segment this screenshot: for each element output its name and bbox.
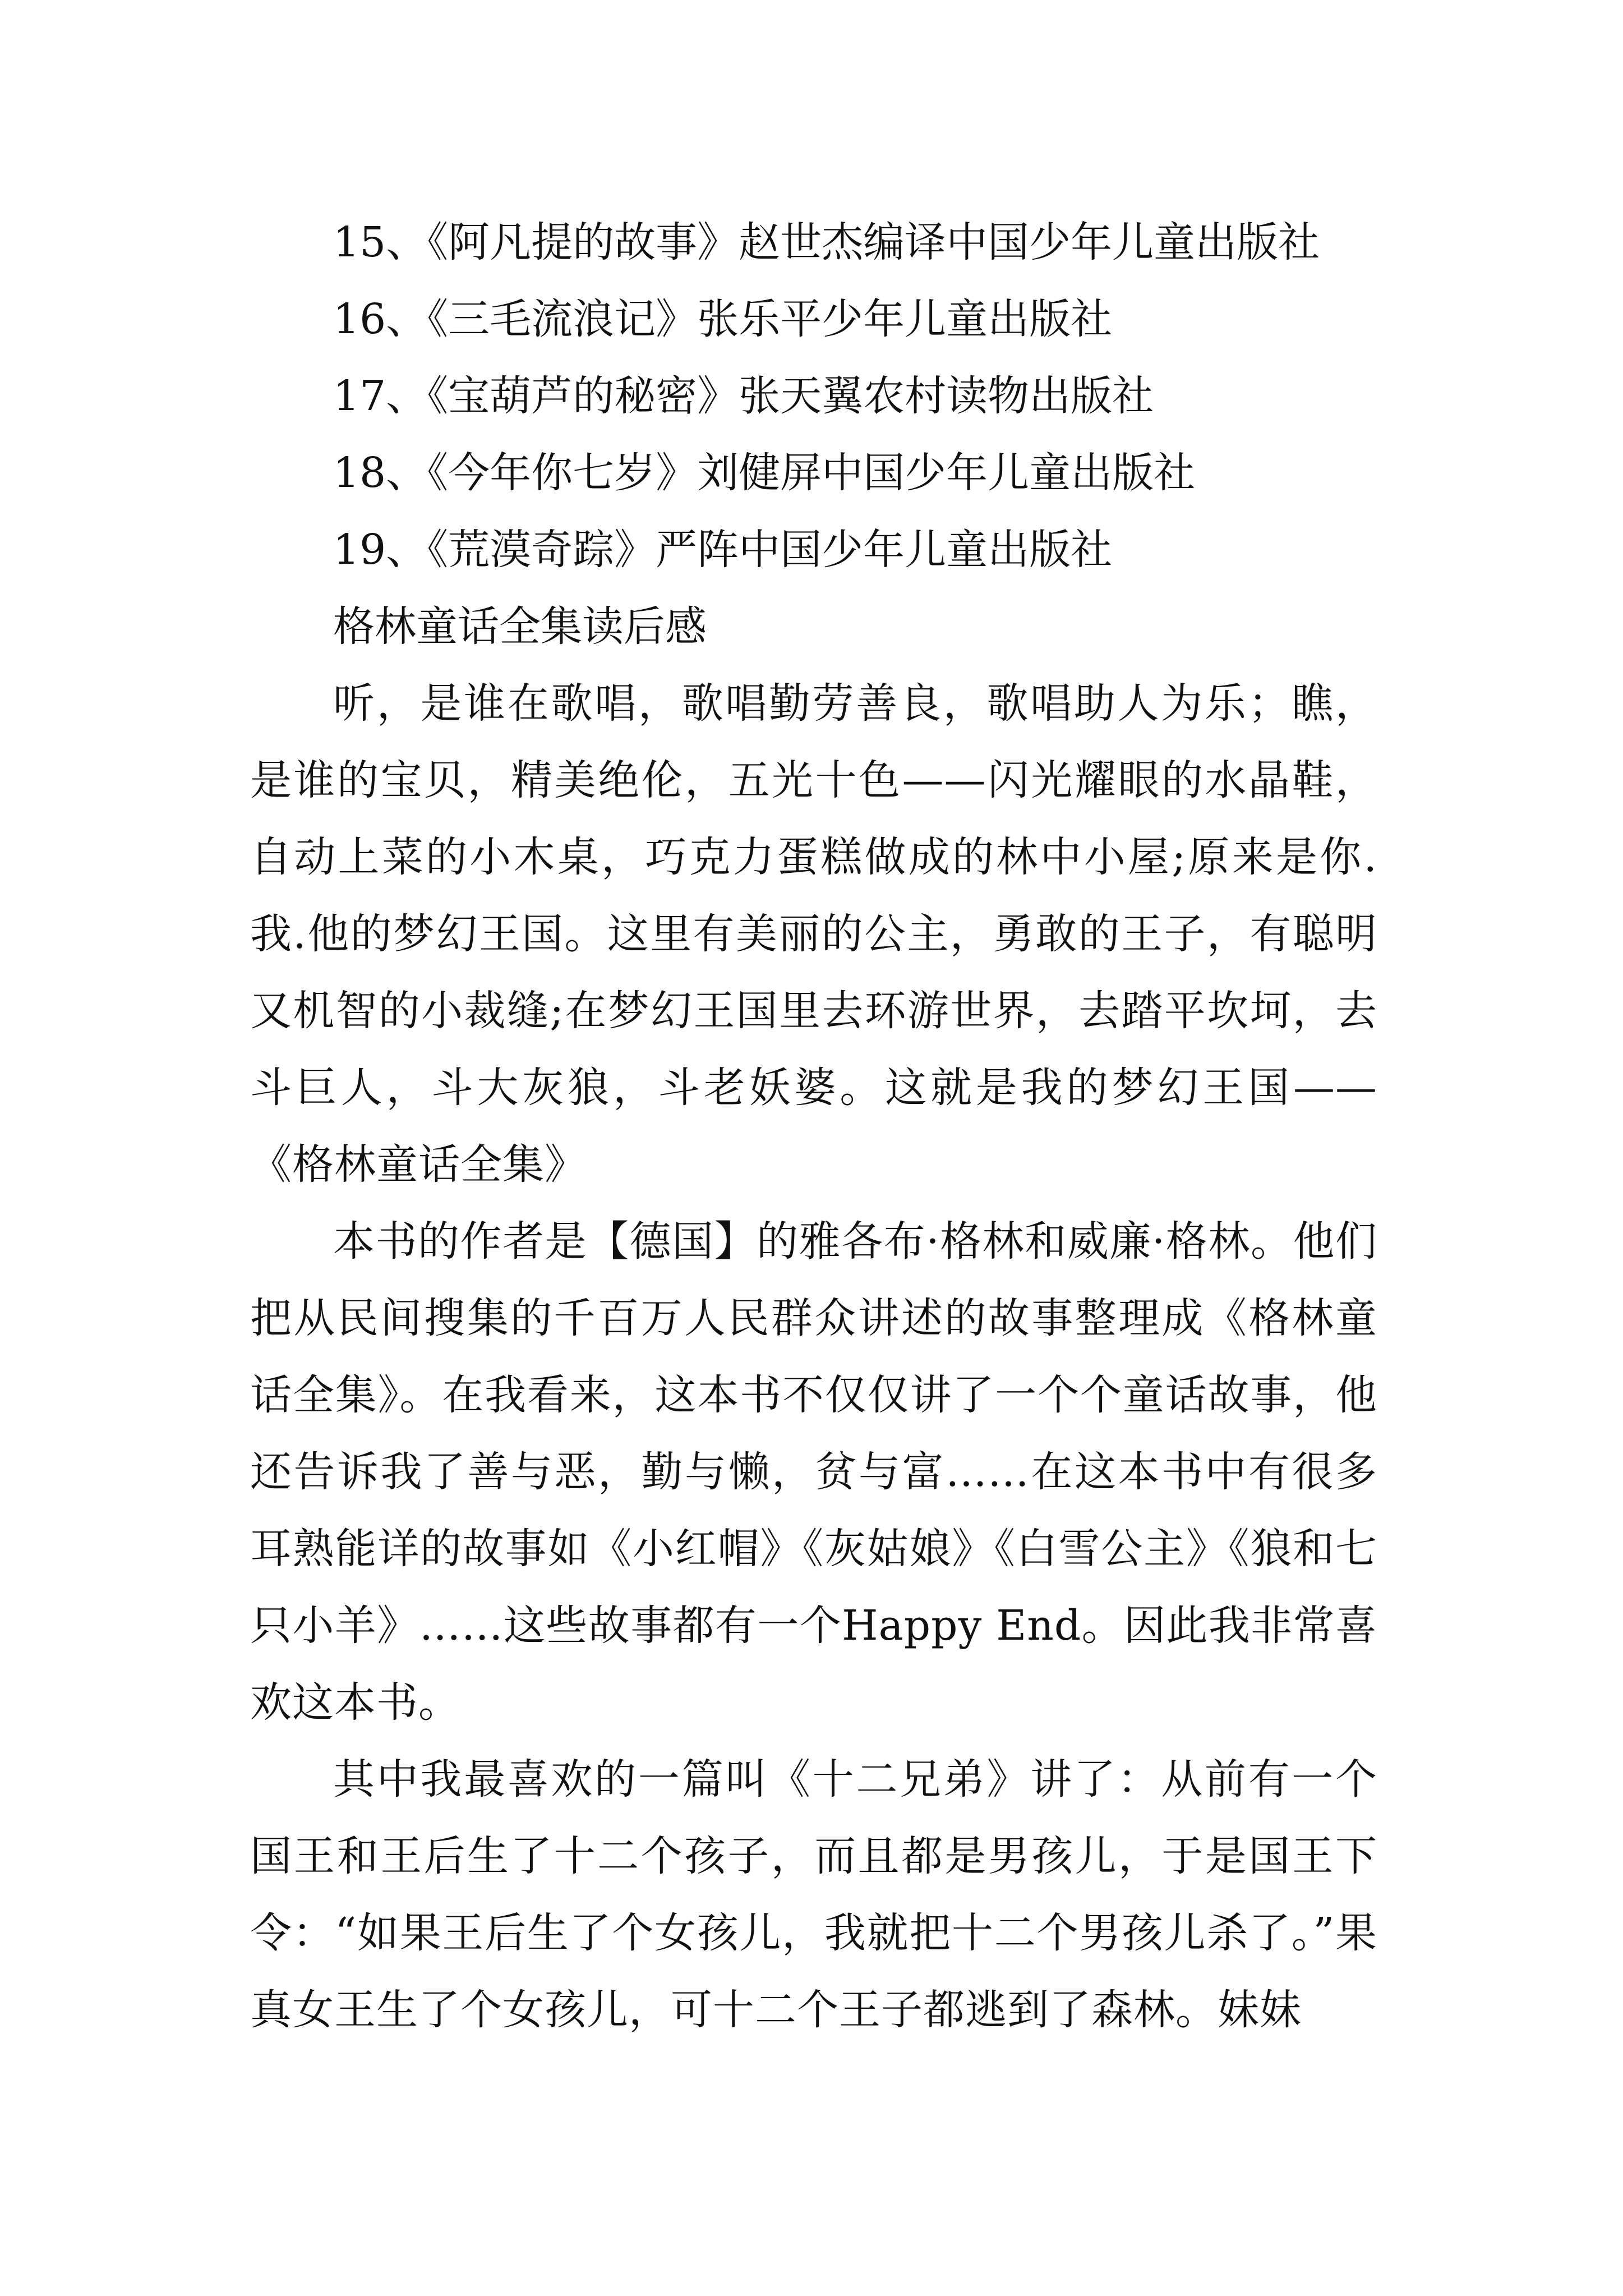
book-list-item-16: 16、《三毛流浪记》张乐平少年儿童出版社 <box>333 295 1113 343</box>
essay-paragraph-1: 听，是谁在歌唱，歌唱勤劳善良，歌唱助人为乐；瞧，是谁的宝贝，精美绝伦，五光十色——闪光耀眼的水晶鞋，自动上菜的小木桌，巧克力蛋糕做成的林中小屋;原来是你.我.他的梦幻王国。这里有美丽的公主，勇敢的王子，有聪明又机智的小裁缝;在梦幻王国里去环游世界，去踏平坎坷，去斗巨人，斗大灰狼，斗老妖婆。这就是我的梦幻王国——《格林童话全集》 <box>250 679 1377 1189</box>
book-list <box>250 204 1377 588</box>
book-list-item-18: 18、《今年你七岁》刘健屏中国少年儿童出版社 <box>333 449 1196 497</box>
book-list-item-17: 17、《宝葫芦的秘密》张天翼农村读物出版社 <box>333 372 1154 420</box>
essay-paragraph-3: 其中我最喜欢的一篇叫《十二兄弟》讲了：从前有一个国王和王后生了十二个孩子，而且都是男孩儿，于是国王下令：“如果王后生了个女孩儿，我就把十二个男孩儿杀了。”果真女王生了个女孩儿，可十二个王子都逃到了森林。妹妹 <box>250 1755 1377 2034</box>
page-content <box>250 204 1377 2049</box>
book-list-item-19: 19、《荒漠奇踪》严阵中国少年儿童出版社 <box>333 526 1113 574</box>
essay-paragraph-2: 本书的作者是【德国】的雅各布·格林和威廉·格林。他们把从民间搜集的千百万人民群众讲述的故事整理成《格林童话全集》。在我看来，这本书不仅仅讲了一个个童话故事，他还告诉我了善与恶，勤与懒，贫与富……在这本书中有很多耳熟能详的故事如《小红帽》《灰姑娘》《白雪公主》《狼和七只小羊》……这些故事都有一个Happy End。因此我非常喜欢这本书。 <box>250 1217 1377 1727</box>
book-list-item-15: 15、《阿凡提的故事》赵世杰编译中国少年儿童出版社 <box>333 218 1320 266</box>
essay-title: 格林童话全集读后感 <box>333 602 707 651</box>
